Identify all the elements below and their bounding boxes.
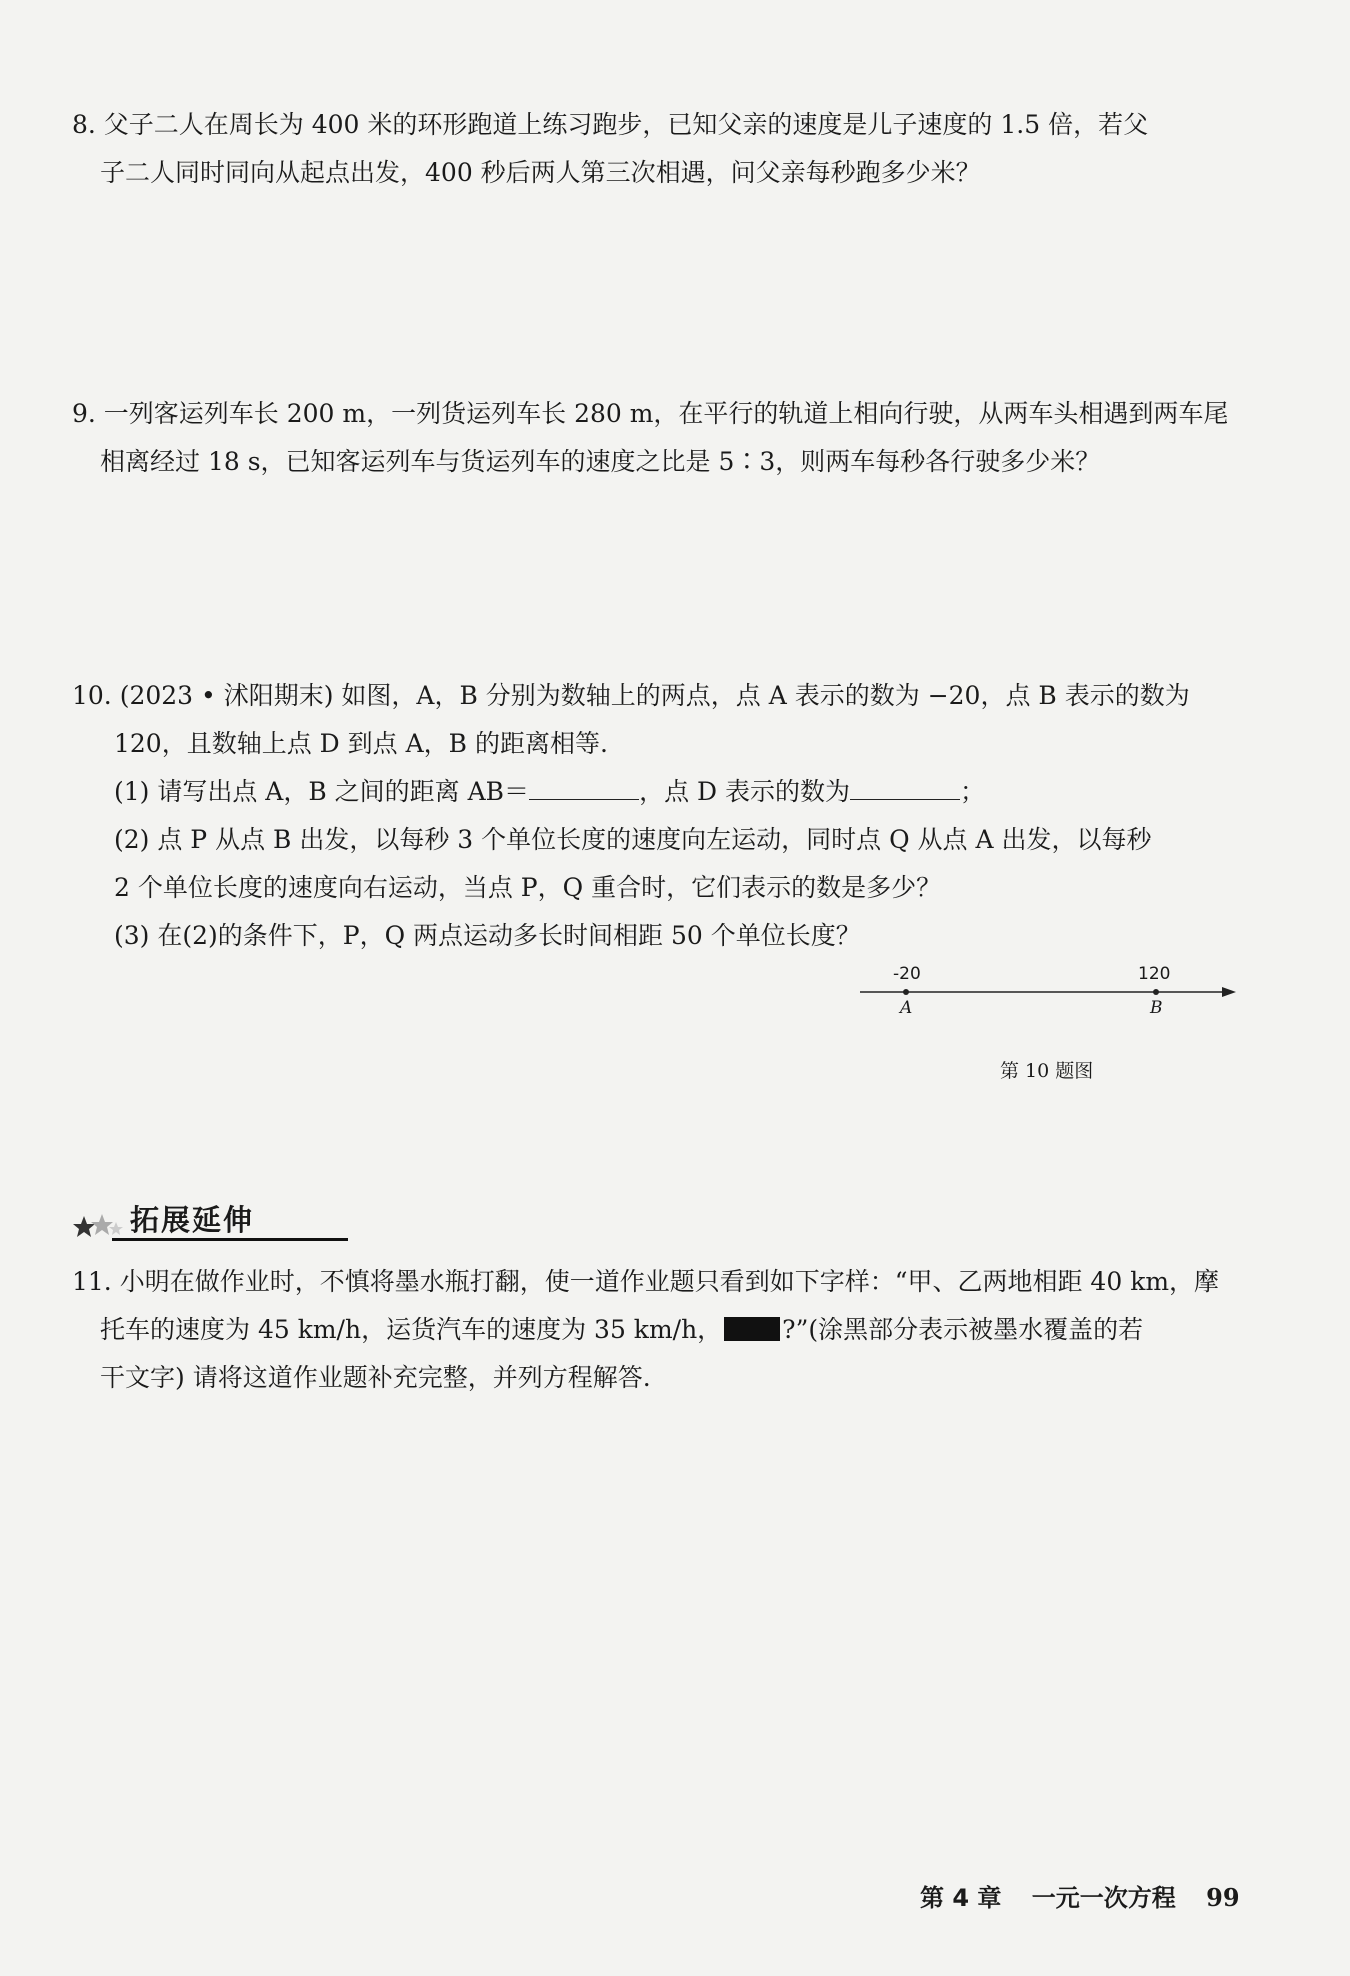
section-underline	[112, 1238, 348, 1241]
question-9	[72, 390, 1232, 486]
section-header	[72, 1198, 282, 1242]
point-b-value: 120	[1138, 964, 1171, 984]
number-line-figure	[860, 964, 1240, 1030]
section-title: 拓展延伸	[130, 1203, 255, 1237]
question-8-line-2: 子二人同时同向从起点出发，400 秒后两人第三次相遇，问父亲每秒跑多少米？	[100, 158, 981, 187]
question-10-line-1: 10. (2023 • 沭阳期末) 如图，A，B 分别为数轴上的两点，点 A 表示的数为 −20，点 B 表示的数为	[72, 681, 1190, 710]
point-a-label: A	[900, 998, 913, 1018]
part-1-text-b: ，点 D 表示的数为	[639, 777, 851, 806]
point-a-marker	[903, 989, 909, 995]
question-10-part-2-line-2: 2 个单位长度的速度向右运动，当点 P，Q 重合时，它们表示的数是多少？	[114, 873, 942, 902]
question-10-part-1	[72, 768, 1232, 816]
question-11-line-3: 干文字) 请将这道作业题补充完整，并列方程解答.	[100, 1363, 651, 1392]
part-1-text-a: (1) 请写出点 A，B 之间的距离 AB＝	[114, 777, 530, 806]
point-b-marker	[1153, 989, 1159, 995]
question-10-part-3: (3) 在(2)的条件下，P，Q 两点运动多长时间相距 50 个单位长度？	[114, 921, 861, 950]
question-11-line-2-b: ?”(涂黑部分表示被墨水覆盖的若	[782, 1315, 1144, 1344]
stars-icon	[72, 1212, 126, 1240]
ink-blot	[724, 1317, 780, 1341]
answer-blank-d[interactable]	[850, 773, 960, 800]
answer-blank-ab[interactable]	[529, 773, 639, 800]
question-9-line-2: 相离经过 18 s，已知客运列车与货运列车的速度之比是 5∶3，则两车每秒各行驶多少米？	[100, 447, 1101, 476]
question-10-line-2: 120，且数轴上点 D 到点 A，B 的距离相等.	[114, 729, 608, 758]
footer-chapter-title: 一元一次方程	[1031, 1884, 1176, 1912]
question-11-line-1: 11. 小明在做作业时，不慎将墨水瓶打翻，使一道作业题只看到如下字样：“甲、乙两地相距 40 km，摩	[72, 1267, 1220, 1296]
question-10-part-2-line-1: (2) 点 P 从点 B 出发，以每秒 3 个单位长度的速度向左运动，同时点 Q 从点 A 出发，以每秒	[114, 825, 1152, 854]
number-line-arrow-icon	[1222, 987, 1236, 997]
figure-caption: 第 10 题图	[1000, 1060, 1094, 1082]
point-a-value: -20	[893, 964, 921, 984]
question-9-line-1: 9. 一列客运列车长 200 m，一列货运列车长 280 m，在平行的轨道上相向行驶，从两车头相遇到两车尾	[72, 399, 1229, 428]
question-8-line-1: 8. 父子二人在周长为 400 米的环形跑道上练习跑步，已知父亲的速度是儿子速度的 1.5 倍，若父	[72, 110, 1149, 139]
question-8	[72, 101, 1232, 197]
page-number: 99	[1206, 1883, 1240, 1912]
question-10	[72, 672, 1232, 960]
footer-chapter: 第 4 章	[920, 1884, 1002, 1912]
page-footer	[920, 1878, 1240, 1913]
question-11	[72, 1258, 1232, 1402]
question-11-line-2-a: 托车的速度为 45 km/h，运货汽车的速度为 35 km/h，	[100, 1315, 723, 1344]
question-11-line-2	[72, 1306, 1232, 1354]
part-1-text-c: ；	[960, 777, 986, 806]
point-b-label: B	[1150, 998, 1163, 1018]
